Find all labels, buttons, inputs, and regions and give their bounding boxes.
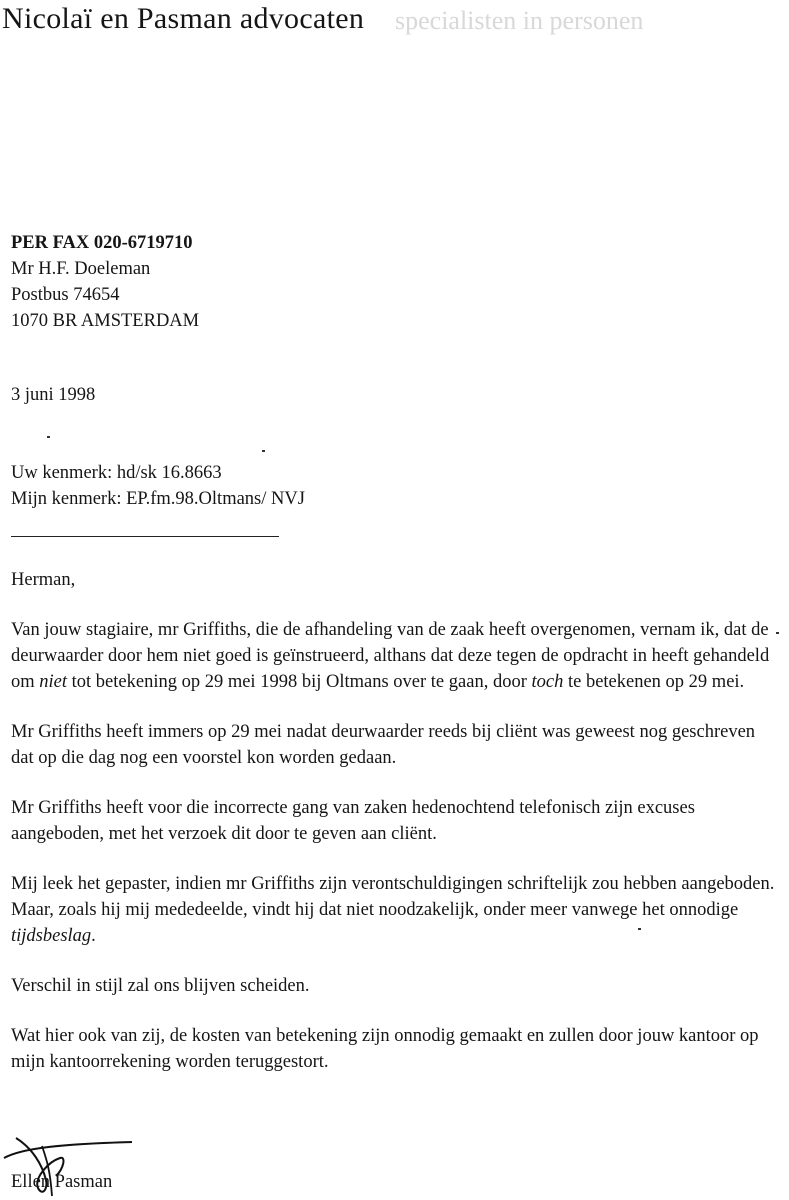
- recipient-name: Mr H.F. Doeleman: [11, 259, 151, 279]
- salutation: Herman,: [11, 570, 76, 590]
- letter-date: 3 juni 1998: [11, 385, 96, 405]
- firm-name: Nicolaï en Pasman advocaten: [2, 2, 365, 35]
- signatory-name: Ellen Pasman: [11, 1172, 113, 1192]
- references: [11, 460, 305, 512]
- paragraph-1: Van jouw stagiaire, mr Griffiths, die de afhandeling van de zaak heeft overgenomen, vernam ik, dat de deurwaarder door hem niet goed is geïnstrueerd, althans dat deze tegen de opdracht in heeft gehandeld om niet tot betekening op 29 mei 1998 bij Oltmans over te gaan, door toch te betekenen op 29 mei.: [11, 620, 770, 692]
- recipient-address: [11, 230, 199, 334]
- scan-speck: [262, 450, 265, 452]
- divider: [11, 536, 279, 537]
- paragraph-5: Maar, zoals hij mij mededeelde, vindt hij dat niet noodzakelijk, onder meer vanwege het onnodige tijdsbeslag.: [11, 900, 739, 946]
- paragraph-3: Mr Griffiths heeft voor die incorrecte gang van zaken hedenochtend telefonisch zijn excuses aangeboden, met het verzoek dit door te geven aan cliënt.: [11, 798, 695, 844]
- paragraph-2: Mr Griffiths heeft immers op 29 mei nadat deurwaarder reeds bij cliënt was geweest nog geschreven dat op die dag nog een voorstel kon worden gedaan.: [11, 722, 756, 768]
- your-reference: Uw kenmerk: hd/sk 16.8663: [11, 463, 222, 483]
- scan-speck: [638, 928, 641, 930]
- recipient-postbox: Postbus 74654: [11, 285, 120, 305]
- scan-speck: [47, 436, 50, 438]
- my-reference: Mijn kenmerk: EP.fm.98.Oltmans/ NVJ: [11, 489, 305, 509]
- fax-line: PER FAX 020-6719710: [11, 233, 193, 253]
- paragraph-7: Wat hier ook van zij, de kosten van betekening zijn onnodig gemaakt en zullen door jouw kantoor op mijn kantoorrekening worden teruggestort.: [11, 1026, 759, 1072]
- faded-letterhead-text: specialisten in personen: [395, 6, 644, 35]
- scan-speck: [776, 632, 779, 634]
- letter-body: [11, 617, 781, 1099]
- recipient-city: 1070 BR AMSTERDAM: [11, 311, 200, 331]
- paragraph-4: Mij leek het gepaster, indien mr Griffiths zijn verontschuldigingen schriftelijk zou hebben aangeboden.: [11, 874, 775, 894]
- paragraph-6: Verschil in stijl zal ons blijven scheiden.: [11, 976, 310, 996]
